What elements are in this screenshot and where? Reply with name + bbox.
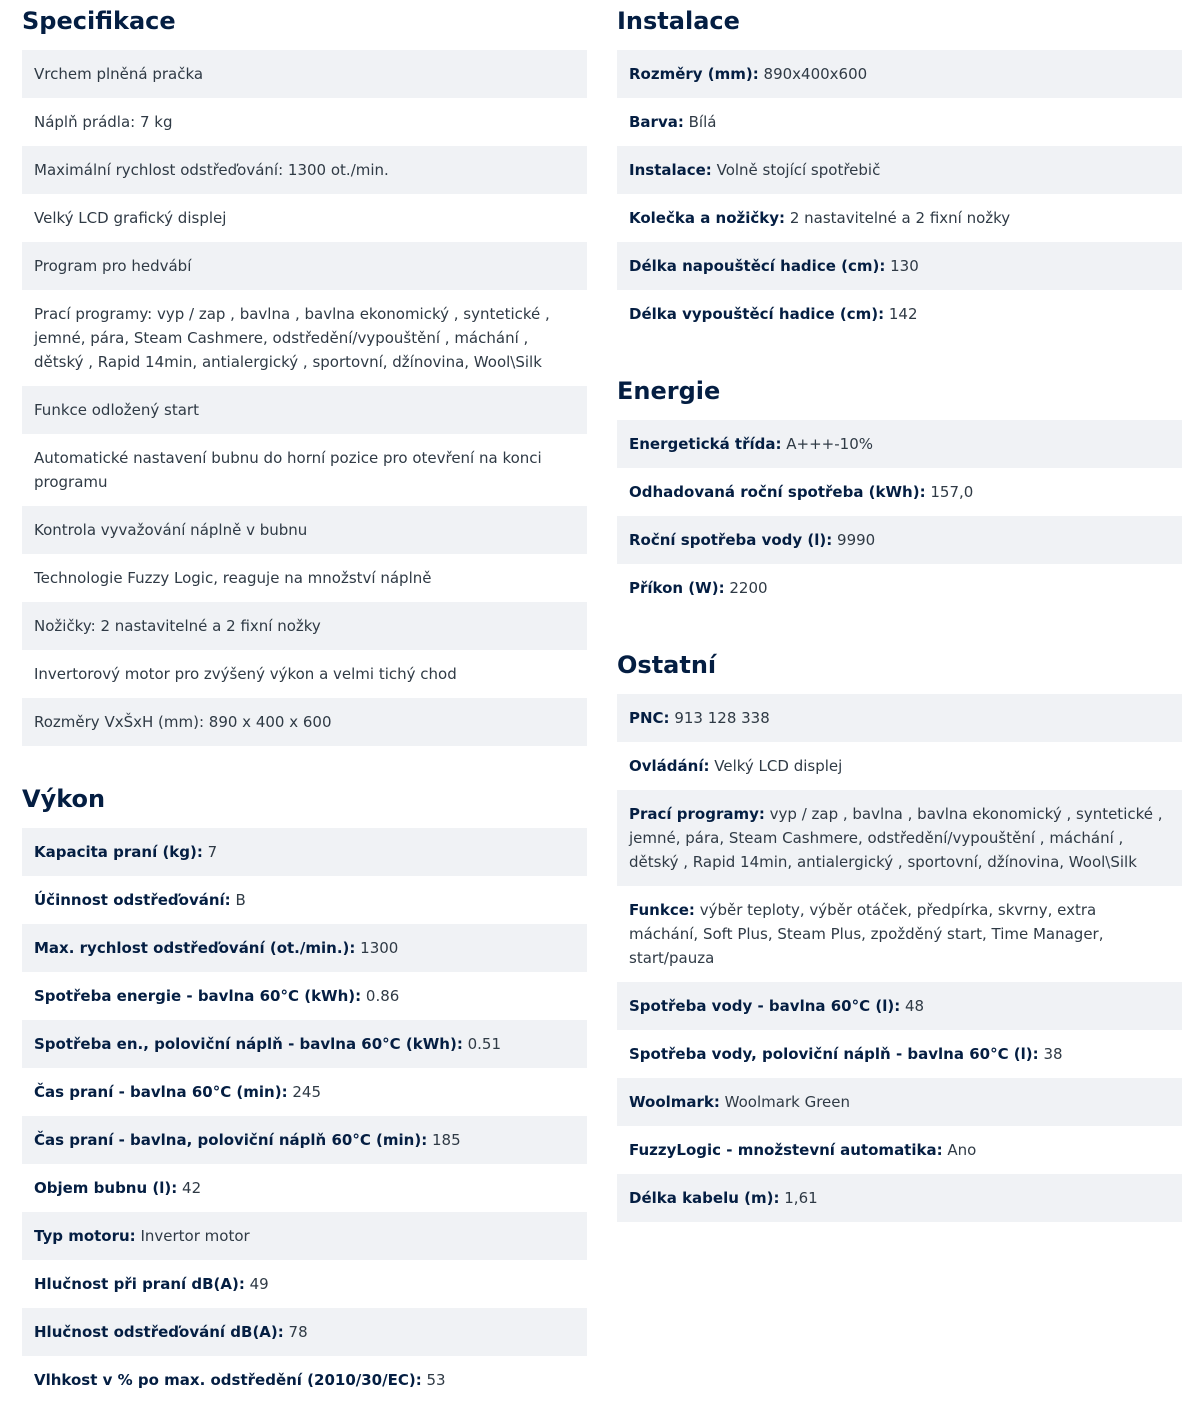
instalace-row bbox=[617, 146, 1182, 194]
section-title-specifikace: Specifikace bbox=[22, 7, 176, 35]
vykon-list bbox=[22, 828, 587, 1404]
row-value: 1,61 bbox=[784, 1189, 818, 1207]
row-label: Barva: bbox=[629, 113, 684, 131]
ostatni-row bbox=[617, 790, 1182, 886]
row-value: 53 bbox=[426, 1371, 446, 1389]
row-label: Objem bubnu (l): bbox=[34, 1179, 178, 1197]
instalace-row bbox=[617, 290, 1182, 338]
ostatni-row bbox=[617, 1174, 1182, 1222]
spec-item: Kontrola vyvažování náplně v bubnu bbox=[22, 506, 587, 554]
row-label: Odhadovaná roční spotřeba (kWh): bbox=[629, 483, 926, 501]
row-value: 0.51 bbox=[467, 1035, 502, 1053]
spec-item: Velký LCD grafický displej bbox=[34, 209, 227, 227]
ostatni-row bbox=[617, 1126, 1182, 1174]
energie-row bbox=[617, 468, 1182, 516]
row-label: Instalace: bbox=[629, 161, 712, 179]
energie-row bbox=[617, 516, 1182, 564]
ostatni-row bbox=[617, 742, 1182, 790]
vykon-row bbox=[22, 876, 587, 924]
row-value: 7 bbox=[207, 843, 218, 861]
vykon-row bbox=[22, 828, 587, 876]
row-label: Typ motoru: bbox=[34, 1227, 136, 1245]
ostatni-row bbox=[617, 1078, 1182, 1126]
energie-list bbox=[617, 420, 1182, 612]
vykon-row bbox=[22, 1212, 587, 1260]
specifikace-list bbox=[22, 50, 587, 746]
row-value: Bílá bbox=[688, 113, 717, 131]
vykon-row bbox=[22, 924, 587, 972]
row-value: vyp / zap , bavlna , bavlna ekonomický , syntetické , jemné, pára, Steam Cashmere, odstředění/vypouštění , máchání , dětský , Rapid 14min, antialergický , sportovní, džínovina, Wool\Silk bbox=[629, 805, 1163, 871]
row-value: 2200 bbox=[729, 579, 768, 597]
spec-item: Automatické nastavení bubnu do horní pozice pro otevření na konci programu bbox=[34, 449, 542, 491]
spec-item: Program pro hedvábí bbox=[22, 242, 587, 290]
row-value: 0.86 bbox=[365, 987, 400, 1005]
row-label: Woolmark: bbox=[629, 1093, 720, 1111]
row-value: Woolmark Green bbox=[724, 1093, 850, 1111]
row-label: Prací programy: bbox=[629, 805, 765, 823]
row-value: 130 bbox=[890, 257, 919, 275]
row-label: PNC: bbox=[629, 709, 670, 727]
row-value: 142 bbox=[888, 305, 918, 323]
row-label: Funkce: bbox=[629, 901, 695, 919]
row-label: Spotřeba en., poloviční náplň - bavlna 60°C (kWh): bbox=[34, 1035, 463, 1053]
ostatni-row bbox=[617, 694, 1182, 742]
section-title-instalace: Instalace bbox=[617, 7, 740, 35]
row-label: Spotřeba vody - bavlna 60°C (l): bbox=[629, 997, 901, 1015]
row-label: Čas praní - bavlna, poloviční náplň 60°C (min): bbox=[34, 1131, 428, 1149]
row-value: Invertor motor bbox=[140, 1227, 250, 1245]
row-label: Délka kabelu (m): bbox=[629, 1189, 780, 1207]
row-value: 913 128 338 bbox=[674, 709, 770, 727]
ostatni-row bbox=[617, 886, 1182, 982]
row-label: Roční spotřeba vody (l): bbox=[629, 531, 833, 549]
section-title-vykon: Výkon bbox=[22, 785, 106, 813]
spec-item: Invertorový motor pro zvýšený výkon a velmi tichý chod bbox=[34, 665, 457, 683]
spec-item: Prací programy: vyp / zap , bavlna , bavlna ekonomický , syntetické , jemné, pára, Steam Cashmere, odstředění/vypouštění , máchání , dětský , Rapid 14min, antialergický , sportovní, džínovina, Wool\Silk bbox=[34, 305, 550, 371]
ostatni-list bbox=[617, 694, 1182, 1222]
instalace-row bbox=[617, 98, 1182, 146]
section-spacer bbox=[22, 746, 587, 778]
spec-item: Technologie Fuzzy Logic, reaguje na množství náplně bbox=[34, 569, 432, 587]
row-value: 78 bbox=[288, 1323, 308, 1341]
spec-item: Maximální rychlost odstřeďování: 1300 ot./min. bbox=[22, 146, 587, 194]
row-value: Velký LCD displej bbox=[714, 757, 843, 775]
row-value: 157,0 bbox=[930, 483, 974, 501]
row-value: A+++-10% bbox=[786, 435, 873, 453]
row-label: Energetická třída: bbox=[629, 435, 782, 453]
row-value: 48 bbox=[904, 997, 925, 1015]
vykon-row bbox=[22, 1116, 587, 1164]
section-spacer bbox=[617, 612, 1182, 644]
row-value: Volně stojící spotřebič bbox=[716, 161, 881, 179]
right-column bbox=[617, 0, 1182, 1222]
spec-item: Vrchem plněná pračka bbox=[22, 50, 587, 98]
row-value: 38 bbox=[1043, 1045, 1063, 1063]
section-title-ostatni: Ostatní bbox=[617, 651, 717, 679]
row-value: Ano bbox=[947, 1141, 977, 1159]
row-label: Spotřeba energie - bavlna 60°C (kWh): bbox=[34, 987, 362, 1005]
vykon-row bbox=[22, 1260, 587, 1308]
energie-row bbox=[617, 564, 1182, 612]
row-label: Kapacita praní (kg): bbox=[34, 843, 203, 861]
instalace-row bbox=[617, 50, 1182, 98]
vykon-row bbox=[22, 1068, 587, 1116]
row-label: Kolečka a nožičky: bbox=[629, 209, 786, 227]
row-value: výběr teploty, výběr otáček, předpírka, skvrny, extra máchání, Soft Plus, Steam Plus, zpožděný start, Time Manager, start/pauza bbox=[629, 901, 1104, 967]
energie-row bbox=[617, 420, 1182, 468]
spec-item: Funkce odložený start bbox=[22, 386, 587, 434]
row-label: Max. rychlost odstřeďování (ot./min.): bbox=[34, 939, 356, 957]
row-value: 2 nastavitelné a 2 fixní nožky bbox=[789, 209, 1011, 227]
section-spacer bbox=[617, 338, 1182, 370]
row-label: Rozměry (mm): bbox=[629, 65, 759, 83]
row-label: Účinnost odstřeďování: bbox=[34, 891, 231, 909]
row-value: 42 bbox=[182, 1179, 202, 1197]
vykon-row bbox=[22, 1020, 587, 1068]
row-label: Ovládání: bbox=[629, 757, 710, 775]
row-value: 245 bbox=[292, 1083, 322, 1101]
instalace-list bbox=[617, 50, 1182, 338]
row-value: 185 bbox=[432, 1131, 461, 1149]
section-title-energie: Energie bbox=[617, 377, 721, 405]
instalace-row bbox=[617, 242, 1182, 290]
ostatni-row bbox=[617, 982, 1182, 1030]
row-label: Vlhkost v % po max. odstředění (2010/30/EC): bbox=[34, 1371, 422, 1389]
row-value: 49 bbox=[249, 1275, 269, 1293]
vykon-row bbox=[22, 972, 587, 1020]
left-column bbox=[22, 0, 587, 1404]
row-value: B bbox=[235, 891, 246, 909]
spec-item: Nožičky: 2 nastavitelné a 2 fixní nožky bbox=[22, 602, 587, 650]
row-label: Hlučnost při praní dB(A): bbox=[34, 1275, 245, 1293]
row-value: 9990 bbox=[837, 531, 876, 549]
spec-item: Náplň prádla: 7 kg bbox=[34, 113, 173, 131]
row-label: Délka vypouštěcí hadice (cm): bbox=[629, 305, 885, 323]
instalace-row bbox=[617, 194, 1182, 242]
row-value: 1300 bbox=[360, 939, 399, 957]
vykon-row bbox=[22, 1308, 587, 1356]
row-label: Délka napouštěcí hadice (cm): bbox=[629, 257, 886, 275]
row-label: Čas praní - bavlna 60°C (min): bbox=[34, 1083, 288, 1101]
ostatni-row bbox=[617, 1030, 1182, 1078]
row-label: Spotřeba vody, poloviční náplň - bavlna 60°C (l): bbox=[629, 1045, 1039, 1063]
row-label: Příkon (W): bbox=[629, 579, 725, 597]
spec-item: Rozměry VxŠxH (mm): 890 x 400 x 600 bbox=[22, 698, 587, 746]
row-label: Hlučnost odstřeďování dB(A): bbox=[34, 1323, 284, 1341]
row-label: FuzzyLogic - množstevní automatika: bbox=[629, 1141, 943, 1159]
row-value: 890x400x600 bbox=[763, 65, 868, 83]
vykon-row bbox=[22, 1164, 587, 1212]
